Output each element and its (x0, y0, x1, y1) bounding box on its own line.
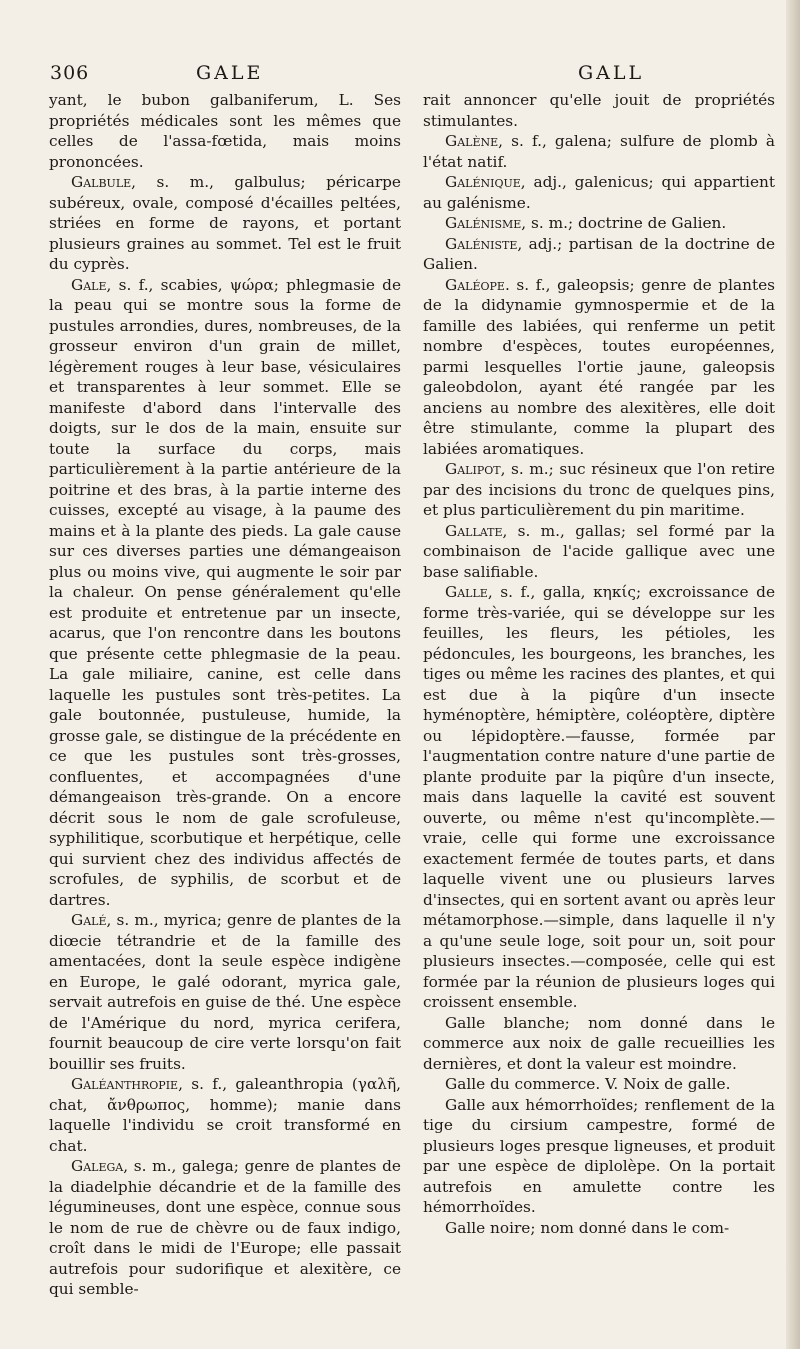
entry-galle: Galle, s. f., galla, κηκίς; excroissance de forme très-variée, qui se développe sur les feuilles, les fleurs, les pétioles, les pédoncules, les bourgeons, les branches, les tiges ou même les racines des plantes, et qui est due à la piqûre d'un insecte hyménoptère, hémiptère, coléoptère, diptère ou lépidoptère.—fausse, formée par l'augmentation contre nature d'une partie de plante produite par la piqûre d'un insecte, mais dans laquelle la cavité est souvent ouverte, ou même n'est qu'incomplète.—vraie, celle qui forme une excroissance exactement fermée de toutes parts, et dans laquelle vivent une ou plusieurs larves d'insectes, qui en sortent avant ou après leur métamorphose.—simple, dans laquelle il n'y a qu'une seule loge, soit pour un, soit pour plusieurs insectes.—composée, celle qui est formée par la réunion de plusieurs loges qui croissent ensemble. (423, 583, 775, 1011)
headword: Galipot (445, 460, 501, 478)
subentry-galle-aux-hemorrhoides: Galle aux hémorrhoïdes; renflement de la tige du cirsium campestre, formé de plusieurs loges presque ligneuses, et produit par une espèce de diplolèpe. On la portait autrefois en amulette contre les hémorrhoïdes. (423, 1095, 775, 1216)
headword: Galé (71, 911, 107, 929)
entry-gallate: Gallate, s. m., gallas; sel formé par la combinaison de l'acide gallique avec une base salifiable. (423, 521, 775, 581)
headword: Galéope (445, 275, 505, 294)
headword: Galénique (445, 173, 521, 191)
running-head-left: GALE (196, 62, 264, 84)
entry-continuation: yant, le bubon galbaniferum, L. Ses propriétés médicales sont les mêmes que celles de l'assa-fœtida, mais moins prononcées. (49, 91, 401, 171)
left-column (49, 90, 401, 1300)
entry-galenique: Galénique, adj., galenicus; qui appartient au galénisme. (423, 173, 775, 212)
subentry-galle-du-commerce: Galle du commerce. V. Noix de galle. (445, 1075, 731, 1093)
entry-galenisme: Galénisme, s. m.; doctrine de Galien. (445, 214, 727, 232)
entry-galene: Galène, s. f., galena; sulfure de plomb à l'état natif. (423, 132, 775, 171)
subentry-galle-blanche: Galle blanche; nom donné dans le commerce aux noix de galle recueillies les dernières, et dont la valeur est moindre. (423, 1013, 775, 1073)
headword: Galénisme (445, 214, 522, 232)
entry-continuation: rait annoncer qu'elle jouit de propriétés stimulantes. (423, 91, 775, 130)
entry-galeope: Galéope. s. f., galeopsis; genre de plantes de la didynamie gymnospermie et de la famille des labiées, qui renferme un petit nombre d'espèces, toutes européennes, parmi lesquelles l'ortie jaune, galeopsis galeobdolon, ayant été rangée par les anciens au nombre des alexitères, elle doit être stimulante, comme la plupart des labiées aromatiques. (423, 275, 775, 458)
headword: Galbule (71, 173, 132, 191)
entry-gale-myrica: Galé, s. m., myrica; genre de plantes de la diœcie tétrandrie et de la famille des amentacées, dont la seule espèce indigène en Europe, le galé odorant, myrica gale, servait autrefois en guise de thé. Une espèce de l'Amérique du nord, myrica cerifera, fournit beaucoup de cire verte lorsqu'on fait bouillir ses fruits. (49, 911, 401, 1073)
subentry-galle-noire: Galle noire; nom donné dans le com- (445, 1218, 730, 1237)
headword: Gallate (445, 521, 503, 540)
running-head-right: GALL (578, 62, 645, 84)
entry-galbule: Galbule, s. m., galbulus; péricarpe subéreux, ovale, composé d'écailles peltées, striées en forme de rayons, et portant plusieurs graines au sommet. Tel est le fruit du cyprès. (49, 173, 401, 273)
page-number: 306 (50, 62, 90, 84)
entry-galipot: Galipot, s. m.; suc résineux que l'on retire par des incisions du tronc de quelques pins, et plus particulièrement du pin maritime. (423, 460, 775, 519)
headword: Galle (445, 583, 488, 601)
headword: Gale (71, 275, 107, 294)
entry-galeniste: Galéniste, adj.; partisan de la doctrine de Galien. (423, 234, 775, 273)
entry-galeanthropie: Galéanthropie, s. f., galeanthropia (γαλῆ, chat, ἄνθρωπος, homme); manie dans laquelle l'individu se croit transformé en chat. (49, 1075, 401, 1155)
page-edge (786, 0, 800, 1349)
headword: Galéanthropie (71, 1075, 179, 1093)
headword: Galega (71, 1157, 124, 1175)
right-column (423, 90, 775, 1238)
headword: Galéniste (445, 234, 518, 253)
entry-galega: Galega, s. m., galega; genre de plantes de la diadelphie décandrie et de la famille des légumineuses, dont une espèce, connue sous le nom de rue de chèvre ou de faux indigo, croît dans le midi de l'Europe; elle passait autrefois pour sudorifique et alexitère, ce qui semble- (49, 1157, 401, 1298)
entry-gale: Gale, s. f., scabies, ψώρα; phlegmasie de la peau qui se montre sous la forme de pustules arrondies, dures, nombreuses, de la grosseur environ d'un grain de millet, légèrement rouges à leur base, vésiculaires et transparentes à leur sommet. Elle se manifeste d'abord dans l'intervalle des doigts, sur le dos de la main, ensuite sur toute la surface du corps, mais particulièrement à la partie antérieure de la poitrine et des bras, à la partie interne des cuisses, excepté au visage, à la paume des mains et à la plante des pieds. La gale cause sur ces diverses parties une démangeaison plus ou moins vive, qui augmente le soir par la chaleur. On pense généralement qu'elle est produite et entretenue par un insecte, acarus, que l'on rencontre dans les boutons que présente cette phlegmasie de la peau. La gale miliaire, canine, est celle dans laquelle les pustules sont très-petites. La gale boutonnée, pustuleuse, humide, la grosse gale, se distingue de la précédente en ce que les pustules sont très-grosses, confluentes, et accompagnées d'une démangeaison très-grande. On a encore décrit sous le nom de gale scrofuleuse, syphilitique, scorbutique et herpétique, celle qui survient chez des individus affectés de scrofules, de syphilis, de scorbut et de dartres. (49, 275, 401, 909)
headword: Galène (445, 132, 499, 150)
page-header (0, 62, 800, 88)
